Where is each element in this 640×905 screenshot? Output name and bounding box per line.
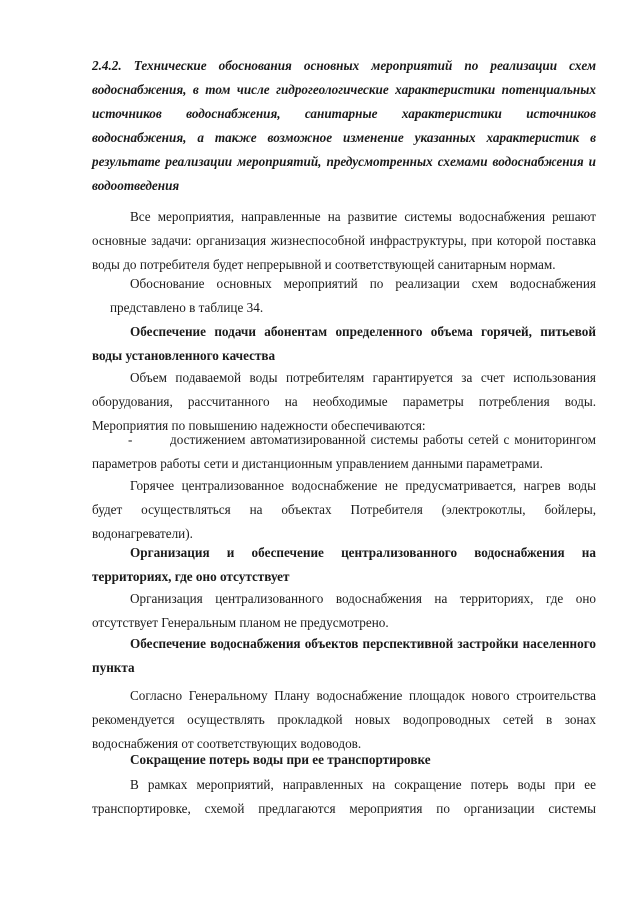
paragraph-line: В рамках мероприятий, направленных на сокращение потерь воды при ее [130,777,596,792]
section4-title [92,748,596,772]
section-title-line: воды установленного качества [92,348,276,363]
section4-paragraph [92,773,596,821]
paragraph-line: рекомендуется осуществлять прокладкой новых водопроводных сетей в зонах [92,712,596,727]
heading-line: источников водоснабжения, санитарные характеристики источников [92,106,596,121]
bullet-line: параметров работы сети и дистанционным управлением данными параметрами. [92,456,543,471]
paragraph-line: транспортировке, схемой предлагаются мероприятия по организации системы [92,801,596,816]
heading-line: водоснабжения, в том числе гидрогеологические характеристики потенциальных [92,82,596,97]
section1-title [92,320,596,368]
section-title-line: Сокращение потерь воды при ее транспортировке [130,752,431,767]
section1-paragraph-2 [92,474,596,546]
heading-line: водоснабжения, а также возможное изменение указанных характеристик в [92,130,596,145]
bullet-item [92,428,596,476]
section-title-line: территориях, где оно отсутствует [92,569,290,584]
section2-title [92,541,596,589]
section-title-line: пункта [92,660,135,675]
bullet-marker: - [128,432,133,447]
rationale-paragraph [130,272,596,296]
rationale-paragraph-tail [110,296,596,320]
paragraph-line: отсутствует Генеральным планом не предусмотрено. [92,615,389,630]
intro-paragraph [92,205,596,277]
heading-line: 2.4.2. Технические обоснования основных мероприятий по реализации схем [92,58,596,73]
paragraph-line: водоснабжения от соответствующих водоводов. [92,736,362,751]
paragraph-line: Все мероприятия, направленные на развитие системы водоснабжения решают [130,209,596,224]
bullet-line: достижением автоматизированной системы работы сетей с мониторингом [170,432,596,447]
section3-paragraph [92,684,596,756]
paragraph-line: оборудования, рассчитанного на необходимые параметры потребления воды. [92,394,596,409]
paragraph-line: будет осуществляться на объектах Потребителя (электрокотлы, бойлеры, [92,502,596,517]
section-title-line: Обеспечение водоснабжения объектов перспективной застройки населенного [130,636,596,651]
paragraph-line: Обоснование основных мероприятий по реализации схем водоснабжения [130,276,596,291]
heading-line: результате реализации мероприятий, предусмотренных схемами водоснабжения и [92,154,596,169]
paragraph-line: Мероприятия по повышению надежности обеспечиваются: [92,418,426,433]
paragraph-line: воды до потребителя будет непрерывной и соответствующей санитарным нормам. [92,257,556,272]
paragraph-line: водонагреватели). [92,526,193,541]
paragraph-line: Согласно Генеральному Плану водоснабжение площадок нового строительства [130,688,596,703]
section2-paragraph [92,587,596,635]
paragraph-line: Горячее централизованное водоснабжение не предусматривается, нагрев воды [130,478,596,493]
section3-title [92,632,596,680]
paragraph-line: Объем подаваемой воды потребителям гарантируется за счет использования [130,370,596,385]
paragraph-line: Организация централизованного водоснабжения на территориях, где оно [130,591,596,606]
heading-line: водоотведения [92,178,180,193]
section-title-line: Обеспечение подачи абонентам определенного объема горячей, питьевой [130,324,596,339]
section-heading [92,54,596,198]
section-title-line: Организация и обеспечение централизованного водоснабжения на [130,545,596,560]
paragraph-line: представлено в таблице 34. [110,300,264,315]
paragraph-line: основные задачи: организация жизнеспособной инфраструктуры, при которой поставка [92,233,596,248]
